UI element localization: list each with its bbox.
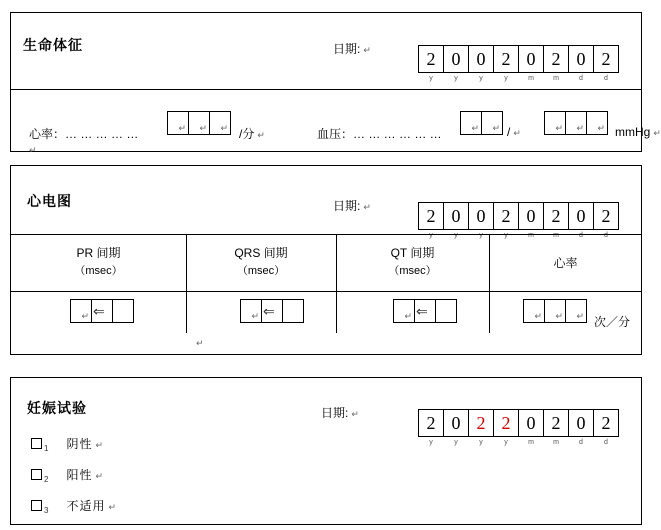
date-digit: 2 <box>551 206 561 226</box>
ecg-column-unit: （msec） <box>74 265 123 277</box>
date-digit: 2 <box>551 413 561 433</box>
date-digit-sublabel: y <box>504 75 508 82</box>
date-digit-sublabel: y <box>429 232 433 239</box>
pilcrow-mark: ↵ <box>534 311 542 321</box>
date-digit-box[interactable] <box>418 45 444 82</box>
date-digit: 2 <box>426 206 436 226</box>
date-digit-box[interactable] <box>543 45 569 82</box>
date-digit-box[interactable] <box>443 409 469 446</box>
pilcrow-mark: ↵ <box>363 202 371 212</box>
date-digit-sublabel: d <box>579 75 583 82</box>
date-digit-sublabel: m <box>553 75 559 82</box>
date-digit: 2 <box>426 49 436 69</box>
blood-pressure-label: 血压：… … … … … … <box>317 127 442 141</box>
ecg-column-unit: （msec） <box>388 265 437 277</box>
date-digit-box[interactable] <box>418 409 444 446</box>
date-digit-box[interactable] <box>468 409 494 446</box>
date-digit-box[interactable] <box>593 409 619 446</box>
input-cell[interactable] <box>70 299 92 323</box>
date-digit-sublabel: y <box>454 232 458 239</box>
ecg-date-label <box>333 197 371 214</box>
ecg-date-boxes[interactable] <box>419 202 619 239</box>
vital-signs-divider <box>11 89 641 90</box>
date-digit-sublabel: y <box>429 75 433 82</box>
option-label: 阴性 <box>66 437 93 451</box>
option-index: 1 <box>44 444 49 453</box>
ecg-title: 心电图 <box>27 193 72 209</box>
ecg-column-header-hr <box>489 254 642 272</box>
date-digit-box[interactable] <box>518 202 544 239</box>
left-arrow-icon: ⇐ <box>93 303 105 319</box>
ecg-hr-input-cells[interactable] <box>524 299 587 323</box>
date-digit: 2 <box>601 206 611 226</box>
date-digit-box[interactable] <box>443 45 469 82</box>
input-cell[interactable] <box>240 299 262 323</box>
pilcrow-mark: ↵ <box>220 123 228 133</box>
ecg-qrs-input-cells[interactable] <box>241 299 304 323</box>
blood-pressure-systolic-cells[interactable] <box>461 111 503 135</box>
blood-pressure-unit-text: mmHg <box>615 125 651 139</box>
pilcrow-mark: ↵ <box>576 311 584 321</box>
vital-signs-date-boxes[interactable] <box>419 45 619 82</box>
pilcrow-mark: ↵ <box>95 471 104 481</box>
date-digit-sublabel: d <box>604 439 608 446</box>
ecg-column-header-qt <box>336 244 489 280</box>
date-digit: 0 <box>576 413 586 433</box>
date-digit-box[interactable] <box>568 409 594 446</box>
input-cell[interactable] <box>544 111 566 135</box>
input-cell[interactable] <box>167 111 189 135</box>
date-digit-box[interactable] <box>518 45 544 82</box>
date-digit: 2 <box>501 206 511 226</box>
heart-rate-unit-text: /分 <box>239 127 255 141</box>
date-digit-sublabel: y <box>454 439 458 446</box>
date-digit-box[interactable] <box>593 45 619 82</box>
input-cell[interactable] <box>91 299 113 323</box>
date-digit-sublabel: y <box>504 439 508 446</box>
pregnancy-option-negative[interactable] <box>31 435 103 453</box>
pilcrow-mark: ↵ <box>576 123 584 133</box>
option-index: 3 <box>44 506 49 515</box>
ecg-column-name: PR 间期 <box>76 246 121 260</box>
date-digit-box[interactable] <box>443 202 469 239</box>
input-cell[interactable] <box>435 299 457 323</box>
date-digit: 0 <box>451 206 461 226</box>
pilcrow-mark: ↵ <box>363 45 371 55</box>
date-digit-sublabel: m <box>528 75 534 82</box>
pregnancy-test-title: 妊娠试验 <box>27 400 87 416</box>
vital-signs-date-label-text: 日期: <box>333 42 361 56</box>
pilcrow-mark: ↵ <box>351 409 359 419</box>
pilcrow-mark: ↵ <box>178 123 186 133</box>
date-digit-box[interactable] <box>468 45 494 82</box>
date-digit-sublabel: d <box>604 232 608 239</box>
input-cell[interactable] <box>209 111 231 135</box>
date-digit-sublabel: d <box>579 439 583 446</box>
pilcrow-mark: ↵ <box>251 311 259 321</box>
date-digit-sublabel: m <box>528 232 534 239</box>
date-digit-sublabel: y <box>479 232 483 239</box>
date-digit-sublabel: y <box>479 75 483 82</box>
date-digit: 0 <box>526 206 536 226</box>
pilcrow-mark: ↵ <box>29 145 37 155</box>
input-cell[interactable] <box>112 299 134 323</box>
pilcrow-mark: ↵ <box>471 123 479 133</box>
ecg-column-name: 心率 <box>553 256 578 270</box>
date-digit-box[interactable] <box>468 202 494 239</box>
ecg-table-top-border <box>11 234 641 235</box>
ecg-column-unit: （msec） <box>236 265 286 277</box>
date-digit: 0 <box>576 49 586 69</box>
date-digit: 0 <box>526 49 536 69</box>
ecg-column-divider <box>489 234 490 333</box>
input-cell[interactable] <box>523 299 545 323</box>
ecg-date-label-text: 日期: <box>333 199 361 213</box>
date-digit: 0 <box>476 49 486 69</box>
date-digit-sublabel: m <box>553 439 559 446</box>
date-digit-box[interactable] <box>568 202 594 239</box>
heart-rate-input-cells[interactable] <box>168 111 231 135</box>
input-cell[interactable] <box>282 299 304 323</box>
vital-signs-section <box>10 12 661 155</box>
vital-signs-title: 生命体征 <box>23 37 83 53</box>
ecg-pr-input-cells[interactable] <box>71 299 134 323</box>
date-digit-sublabel: m <box>528 439 534 446</box>
left-arrow-icon: ⇐ <box>416 303 428 319</box>
date-digit: 0 <box>526 413 536 433</box>
date-digit: 2 <box>476 413 486 433</box>
pregnancy-option-not-applicable[interactable] <box>31 497 116 515</box>
input-cell[interactable] <box>460 111 482 135</box>
slash-text: / <box>507 125 511 139</box>
option-label: 阳性 <box>66 468 93 482</box>
ecg-section <box>10 165 642 355</box>
pregnancy-date-label-text: 日期: <box>321 406 349 420</box>
date-digit: 0 <box>451 49 461 69</box>
date-digit-sublabel: y <box>429 439 433 446</box>
option-index: 2 <box>44 475 49 484</box>
input-cell[interactable] <box>481 111 503 135</box>
date-digit-sublabel: m <box>553 232 559 239</box>
date-digit: 2 <box>426 413 436 433</box>
date-digit: 2 <box>601 413 611 433</box>
pilcrow-mark: ↵ <box>513 128 521 138</box>
date-digit: 2 <box>501 413 511 433</box>
ecg-column-header-qrs <box>186 244 336 280</box>
date-digit-sublabel: y <box>454 75 458 82</box>
pilcrow-mark: ↵ <box>199 123 207 133</box>
pilcrow-mark: ↵ <box>597 123 605 133</box>
heart-rate-unit <box>239 125 265 142</box>
blood-pressure-diastolic-cells[interactable] <box>545 111 608 135</box>
pregnancy-option-positive[interactable] <box>31 466 103 484</box>
date-digit: 2 <box>501 49 511 69</box>
date-digit-sublabel: y <box>504 232 508 239</box>
input-cell[interactable] <box>393 299 415 323</box>
date-digit-sublabel: y <box>479 439 483 446</box>
checkbox-icon[interactable] <box>31 469 42 480</box>
option-label: 不适用 <box>66 499 106 513</box>
pilcrow-mark: ↵ <box>555 311 563 321</box>
pilcrow-mark: ↵ <box>492 123 500 133</box>
input-cell[interactable] <box>544 299 566 323</box>
input-cell[interactable] <box>414 299 436 323</box>
blood-pressure-separator <box>507 125 521 139</box>
pilcrow-mark: ↵ <box>653 128 661 138</box>
ecg-column-name: QT 间期 <box>390 246 435 260</box>
date-digit-box[interactable] <box>593 202 619 239</box>
pilcrow-mark: ↵ <box>196 338 204 348</box>
left-arrow-icon: ⇐ <box>263 303 275 319</box>
date-digit-sublabel: d <box>579 232 583 239</box>
date-digit: 0 <box>576 206 586 226</box>
checkbox-icon[interactable] <box>31 438 42 449</box>
date-digit-box[interactable] <box>543 409 569 446</box>
pilcrow-mark: ↵ <box>108 502 117 512</box>
date-digit-box[interactable] <box>418 202 444 239</box>
pilcrow-mark: ↵ <box>81 311 89 321</box>
ecg-qt-input-cells[interactable] <box>394 299 457 323</box>
ecg-column-header-pr <box>11 244 186 280</box>
blood-pressure-unit <box>615 125 661 139</box>
input-cell[interactable] <box>565 111 587 135</box>
date-digit-sublabel: d <box>604 75 608 82</box>
date-digit-box[interactable] <box>493 202 519 239</box>
date-digit-box[interactable] <box>493 45 519 82</box>
vital-signs-date-label <box>333 40 371 57</box>
date-digit-box[interactable] <box>568 45 594 82</box>
pilcrow-mark: ↵ <box>95 440 104 450</box>
input-cell[interactable] <box>565 299 587 323</box>
date-digit: 2 <box>551 49 561 69</box>
checkbox-icon[interactable] <box>31 500 42 511</box>
date-digit-box[interactable] <box>493 409 519 446</box>
date-digit-box[interactable] <box>518 409 544 446</box>
ecg-hr-unit: 次／分 <box>594 315 631 329</box>
date-digit: 0 <box>451 413 461 433</box>
input-cell[interactable] <box>261 299 283 323</box>
pilcrow-mark: ↵ <box>404 311 412 321</box>
date-digit-box[interactable] <box>543 202 569 239</box>
pregnancy-test-section <box>10 377 642 525</box>
pilcrow-mark: ↵ <box>555 123 563 133</box>
input-cell[interactable] <box>188 111 210 135</box>
date-digit: 0 <box>476 206 486 226</box>
pilcrow-mark: ↵ <box>257 130 265 140</box>
ecg-column-name: QRS 间期 <box>234 246 288 260</box>
date-digit: 2 <box>601 49 611 69</box>
heart-rate-label: 心率：… … … … … <box>29 127 139 141</box>
ecg-table-mid-border <box>11 291 641 292</box>
pregnancy-date-boxes[interactable] <box>419 409 619 446</box>
input-cell[interactable] <box>586 111 608 135</box>
pregnancy-date-label <box>321 404 359 421</box>
